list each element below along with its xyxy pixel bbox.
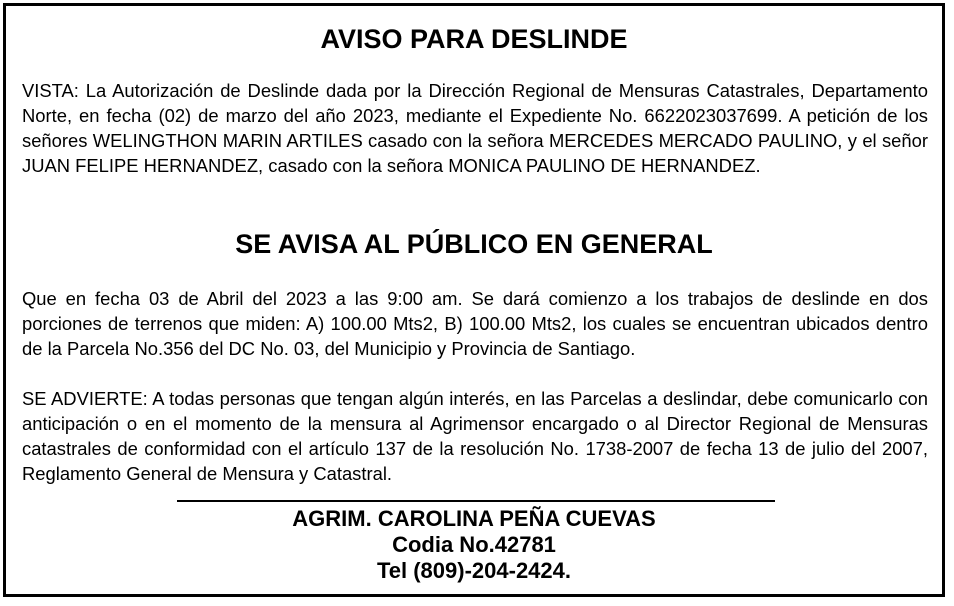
signer-codia: Codia No.42781 xyxy=(392,532,556,557)
signer-phone: Tel (809)-204-2424. xyxy=(376,558,572,583)
advierte-paragraph: SE ADVIERTE: A todas personas que tengan algún interés, en las Parcelas a deslindar, debe comunicarlo con anticipación o en el momento de la mensura al Agrimensor encargado o al Director Regional de Mensuras catastrales de conformidad con el artículo 137 de la resolución No. 1738-2007 de fecha 13 de julio del 2007, Reglamento General de Mensura y Catastral. xyxy=(22,388,928,484)
signer-name: AGRIM. CAROLINA PEÑA CUEVAS xyxy=(292,506,656,531)
signature-line xyxy=(177,500,775,502)
vista-paragraph: VISTA: La Autorización de Deslinde dada por la Dirección Regional de Mensuras Catastrales, Departamento Norte, en fecha (02) de marzo del año 2023, mediante el Expediente No. 6622023037699. A petición de los señores WELINGTHON MARIN ARTILES casado con la señora MERCEDES MERCADO PAULINO, y el señor JUAN FELIPE HERNANDEZ, casado con la señora MONICA PAULINO DE HERNANDEZ. xyxy=(22,80,928,176)
notice-subtitle: SE AVISA AL PÚBLICO EN GENERAL xyxy=(235,229,713,259)
notice-title: AVISO PARA DESLINDE xyxy=(320,24,628,54)
notice-box xyxy=(3,3,945,597)
fecha-paragraph: Que en fecha 03 de Abril del 2023 a las 9:00 am. Se dará comienzo a los trabajos de deslinde en dos porciones de terrenos que miden: A) 100.00 Mts2, B) 100.00 Mts2, los cuales se encuentran ubicados dentro de la Parcela No.356 del DC No. 03, del Municipio y Provincia de Santiago. xyxy=(22,288,928,359)
signature-block xyxy=(6,506,942,584)
